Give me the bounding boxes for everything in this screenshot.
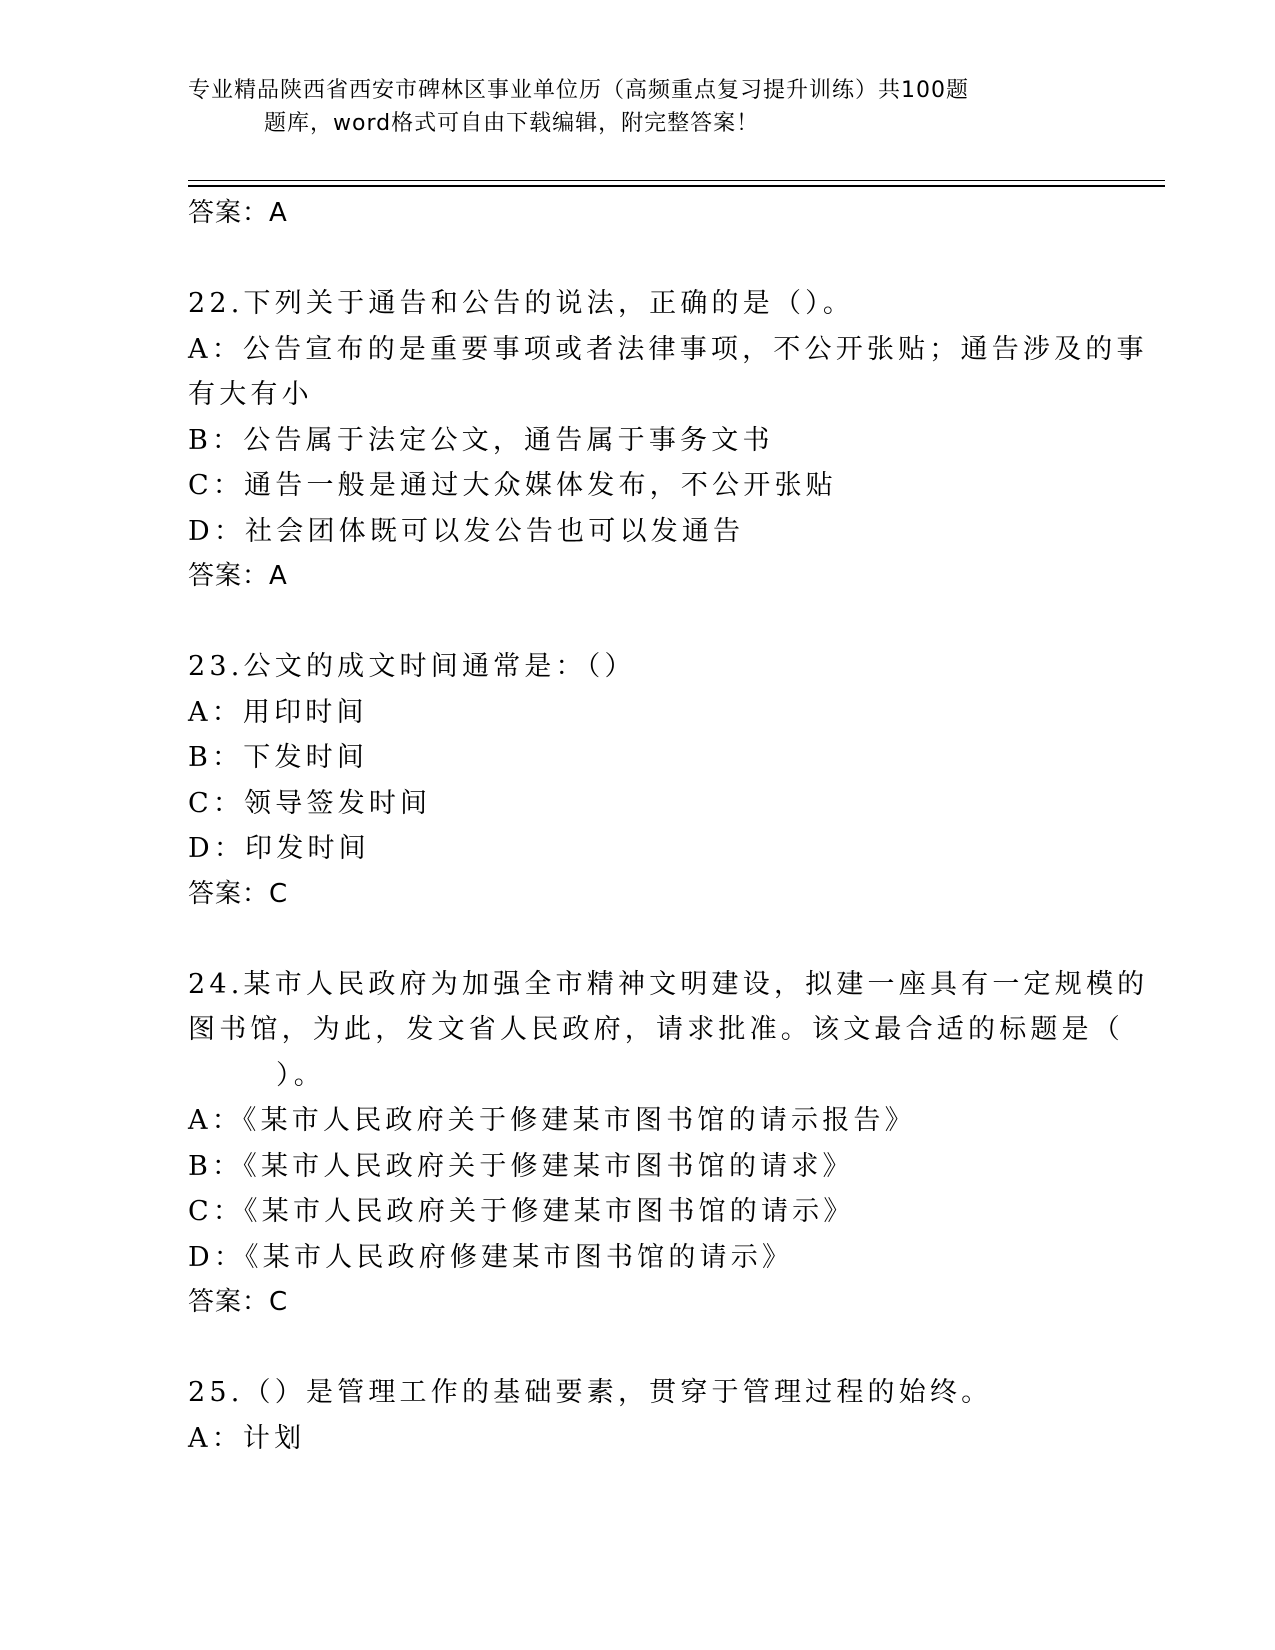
header-title-line-1: 专业精品陕西省西安市碑林区事业单位历（高频重点复习提升训练）共100题 — [188, 78, 969, 103]
option-a: A：计划 — [188, 1422, 306, 1454]
option-a: A：用印时间 — [188, 696, 368, 728]
header-divider-thick — [188, 185, 1165, 187]
option-a: A：公告宣布的是重要事项或者法律事项，不公开张贴；通告涉及的事 — [188, 333, 1148, 365]
document-body — [188, 191, 1149, 1461]
option-d: D：《某市人民政府修建某市图书馆的请示》 — [188, 1241, 794, 1273]
question-stem-end: ）。 — [276, 1059, 325, 1091]
answer-line: 答案：A — [188, 198, 288, 228]
option-b: B：公告属于法定公文，通告属于事务文书 — [188, 424, 774, 456]
question-25 — [188, 1370, 1088, 1461]
header-divider-thin — [188, 180, 1165, 181]
answer-line: 答案：C — [188, 1287, 289, 1317]
question-stem: 23.公文的成文时间通常是：（） — [188, 651, 636, 682]
question-stem: 25.（）是管理工作的基础要素，贯穿于管理过程的始终。 — [188, 1377, 993, 1408]
header-title-line-2: 题库，word格式可自由下载编辑，附完整答案！ — [264, 111, 760, 136]
option-d: D：社会团体既可以发公告也可以发通告 — [188, 515, 745, 547]
question-stem: 24.某市人民政府为加强全市精神文明建设，拟建一座具有一定规模的 — [188, 968, 1149, 1000]
question-stem-continued: 图书馆，为此，发文省人民政府，请求批准。该文最合适的标题是（ — [188, 1014, 1124, 1045]
option-c: C：《某市人民政府关于修建某市图书馆的请示》 — [188, 1196, 855, 1227]
question-stem: 22.下列关于通告和公告的说法，正确的是（）。 — [188, 288, 855, 319]
option-b: B：下发时间 — [188, 742, 369, 773]
option-c: C：领导签发时间 — [188, 787, 432, 819]
document-header — [188, 74, 1068, 140]
question-24 — [188, 962, 1149, 1325]
option-d: D：印发时间 — [188, 833, 370, 864]
question-23 — [188, 644, 1088, 916]
option-a-continued: 有大有小 — [188, 379, 313, 410]
option-a: A：《某市人民政府关于修建某市图书馆的请示报告》 — [188, 1105, 916, 1136]
option-b: B：《某市人民政府关于修建某市图书馆的请求》 — [188, 1150, 854, 1182]
answer-line: 答案：C — [188, 878, 289, 909]
question-22 — [188, 281, 1148, 598]
option-c: C：通告一般是通过大众媒体发布，不公开张贴 — [188, 470, 837, 501]
answer-line: 答案：A — [188, 561, 288, 591]
